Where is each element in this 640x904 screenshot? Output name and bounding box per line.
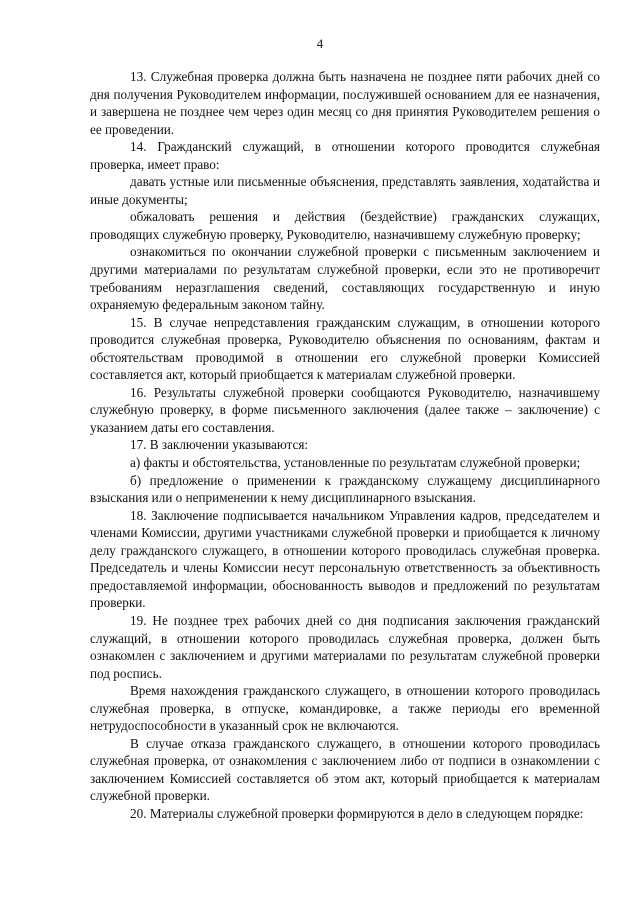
paragraph-17: 17. В заключении указываются: xyxy=(130,437,309,453)
paragraph-19-time-exclusion: Время нахождения гражданского служащего, в отношении которого проводилась служебная проверка, в отпуске, командировке, а также периоды его временной нетрудоспособности в указанный срок не включаются. xyxy=(90,683,600,734)
paragraph-19-refusal: В случае отказа гражданского служащего, в отношении которого проводилась служебная проверка, от ознакомления с заключением либо от подписи в ознакомлении с заключением Комиссией составляется об этом акт, который приобщается к материалам служебной проверки. xyxy=(90,735,600,804)
paragraph-14-right-appeal: обжаловать решения и действия (бездействие) гражданских служащих, проводящих служебную проверку, Руководителю, назначившему служебную проверку; xyxy=(90,209,600,242)
paragraph-14-right-explanations: давать устные или письменные объяснения, представлять заявления, ходатайства и иные документы; xyxy=(90,174,600,207)
paragraph-14: 14. Гражданский служащий, в отношении которого проводится служебная проверка, имеет право: xyxy=(90,139,600,172)
document-body xyxy=(90,68,600,823)
paragraph-14-right-review: ознакомиться по окончании служебной проверки с письменным заключением и другими материалами по результатам служебной проверки, если это не противоречит требованиям неразглашения сведений, составляющих государственную и иную охраняемую федеральным законом тайну. xyxy=(90,244,600,313)
paragraph-20: 20. Материалы служебной проверки формируются в дело в следующем порядке: xyxy=(130,805,584,821)
paragraph-18: 18. Заключение подписывается начальником Управления кадров, председателем и членами Комиссии, другими участниками служебной проверки и приобщается к личному делу гражданского служащего, в отношении которого проводилась служебная проверка. Председатель и члены Комиссии несут персональную ответственность за объективность предоставляемой информации, обоснованность выводов и предложений по результатам проверки. xyxy=(90,507,600,611)
paragraph-17-item-b: б) предложение о применении к гражданскому служащему дисциплинарного взыскания или о неприменении к нему дисциплинарного взыскания. xyxy=(90,472,600,506)
paragraph-13: 13. Служебная проверка должна быть назначена не позднее пяти рабочих дней со дня получения Руководителем информации, послужившей основанием для ее назначения, и завершена не позднее чем через один месяц со дня принятия Руководителем решения о ее проведении. xyxy=(90,69,600,137)
paragraph-17-item-a: а) факты и обстоятельства, установленные по результатам служебной проверки; xyxy=(130,455,581,471)
paragraph-16: 16. Результаты служебной проверки сообщаются Руководителю, назначившему служебную проверку, в форме письменного заключения (далее также – заключение) с указанием даты его составления. xyxy=(90,384,600,435)
paragraph-19: 19. Не позднее трех рабочих дней со дня подписания заключения гражданский служащий, в отношении которого проводилась служебная проверка, должен быть ознакомлен с заключением и другими материалами по результатам служебной проверки под роспись. xyxy=(90,612,600,681)
paragraph-15: 15. В случае непредставления гражданским служащим, в отношении которого проводится служебная проверка, Руководителю объяснения по основаниям, фактам и обстоятельствам проводимой в отношении его служебной проверки Комиссией составляется акт, который приобщается к материалам служебной проверки. xyxy=(90,314,600,383)
page-number: 4 xyxy=(316,36,324,51)
